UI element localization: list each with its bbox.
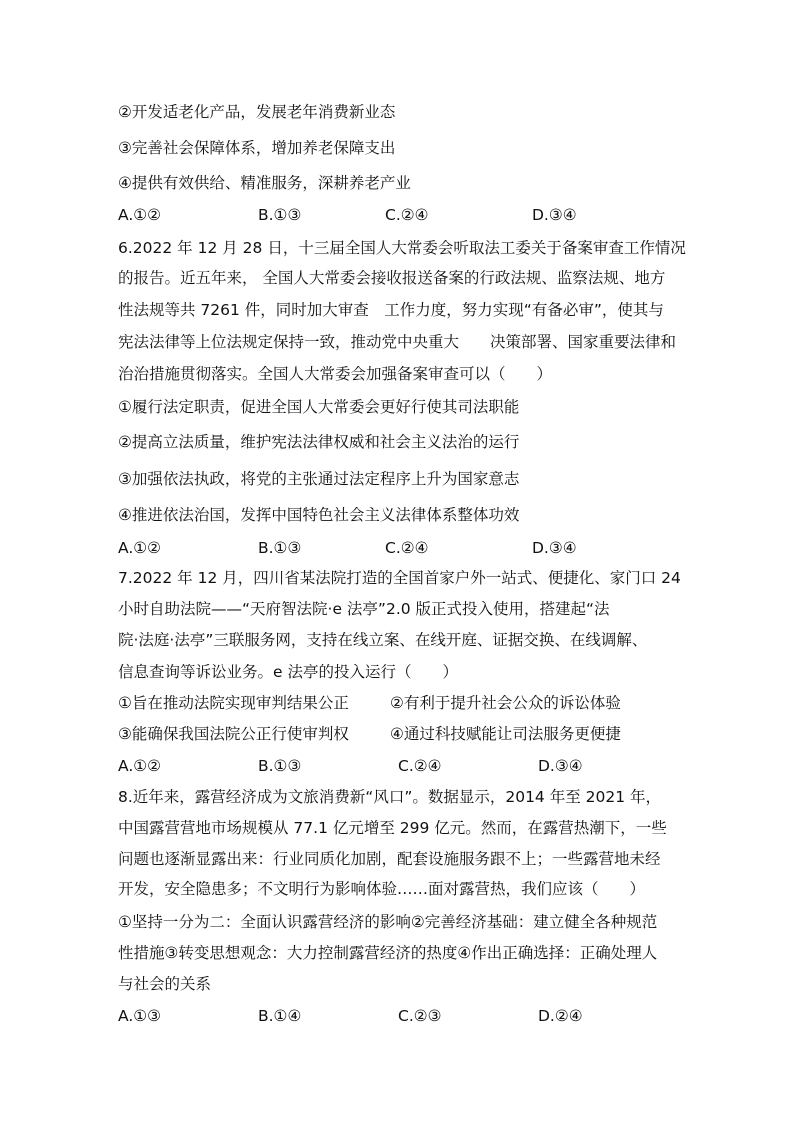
q6-item-4: ④推进依法治国，发挥中国特色社会主义法律体系整体功效 xyxy=(118,506,520,524)
q8-option-d: D.②④ xyxy=(538,1007,583,1025)
q7-stem-line-3: 院·法庭·法亭”三联服务网，支持在线立案、在线开庭、证据交换、在线调解、 xyxy=(118,631,648,649)
q7-item-4: ④通过科技赋能让司法服务更便捷 xyxy=(390,725,621,743)
q6-option-c: C.②④ xyxy=(385,539,429,557)
q8-option-a: A.①③ xyxy=(118,1007,162,1025)
q6-item-2: ②提高立法质量，维护宪法法律权威和社会主义法治的运行 xyxy=(118,433,520,451)
q6-stem-line-3: 性法规等共 7261 件，同时加大审查 工作力度，努力实现“有备必审”，使其与 xyxy=(118,301,664,319)
q7-stem-line-4: 信息查询等诉讼业务。e 法亭的投入运行（ ） xyxy=(118,663,458,681)
prev-option-a: A.①② xyxy=(118,206,162,224)
q7-stem-line-2: 小时自助法院——“天府智法院·e 法亭”2.0 版正式投入使用，搭建起“法 xyxy=(118,600,610,618)
prev-option-d: D.③④ xyxy=(532,206,577,224)
q8-stem-line-3: 问题也逐渐显露出来：行业同质化加剧，配套设施服务跟不上；一些露营地未经 xyxy=(118,850,661,868)
q7-item-2: ②有利于提升社会公众的诉讼体验 xyxy=(390,694,621,712)
q7-item-3: ③能确保我国法院公正行使审判权 xyxy=(118,725,349,743)
q6-option-b: B.①③ xyxy=(258,539,302,557)
q6-option-a: A.①② xyxy=(118,539,162,557)
q8-stem-line-6: 性措施③转变思想观念：大力控制露营经济的热度④作出正确选择：正确处理人 xyxy=(118,944,658,962)
q8-option-b: B.①④ xyxy=(258,1007,302,1025)
prev-question-item-3: ③完善社会保障体系，增加养老保障支出 xyxy=(118,139,396,157)
q6-stem-line-1: 6.2022 年 12 月 28 日，十三届全国人大常委会听取法工委关于备案审查工作情况 xyxy=(118,239,686,257)
q7-item-1: ①旨在推动法院实现审判结果公正 xyxy=(118,694,349,712)
q8-stem-line-2: 中国露营营地市场规模从 77.1 亿元增至 299 亿元。然而，在露营热潮下，一些 xyxy=(118,819,667,837)
q8-stem-line-1: 8.近年来，露营经济成为文旅消费新“风口”。数据显示，2014 年至 2021 年， xyxy=(118,788,662,806)
q8-stem-line-7: 与社会的关系 xyxy=(118,975,212,993)
prev-option-b: B.①③ xyxy=(258,206,302,224)
q7-option-d: D.③④ xyxy=(538,757,583,775)
q8-stem-line-5: ①坚持一分为二：全面认识露营经济的影响②完善经济基础：建立健全各种规范 xyxy=(118,913,658,931)
q6-stem-line-2: 的报告。近五年来， 全国人大常委会接收报送备案的行政法规、监察法规、地方 xyxy=(118,269,666,287)
q6-item-1: ①履行法定职责，促进全国人大常委会更好行使其司法职能 xyxy=(118,398,520,416)
prev-question-item-2: ②开发适老化产品，发展老年消费新业态 xyxy=(118,103,396,121)
q7-option-c: C.②④ xyxy=(398,757,442,775)
q6-item-3: ③加强依法执政，将党的主张通过法定程序上升为国家意志 xyxy=(118,470,520,488)
q7-stem-line-1: 7.2022 年 12 月，四川省某法院打造的全国首家户外一站式、便捷化、家门口 24 xyxy=(118,569,681,587)
q7-option-b: B.①③ xyxy=(258,757,302,775)
q7-option-a: A.①② xyxy=(118,757,162,775)
q6-stem-line-4: 宪法法律等上位法规定保持一致，推动党中央重大 决策部署、国家重要法律和 xyxy=(118,333,677,351)
q6-option-d: D.③④ xyxy=(532,539,577,557)
q8-stem-line-4: 开发，安全隐患多；不文明行为影响体验……面对露营热，我们应该（ ） xyxy=(118,880,646,898)
prev-option-c: C.②④ xyxy=(385,206,429,224)
prev-question-item-4: ④提供有效供给、精准服务，深耕养老产业 xyxy=(118,174,411,192)
q8-option-c: C.②③ xyxy=(398,1007,442,1025)
q6-stem-line-5: 治治措施贯彻落实。全国人大常委会加强备案审查可以（ ） xyxy=(118,365,553,383)
